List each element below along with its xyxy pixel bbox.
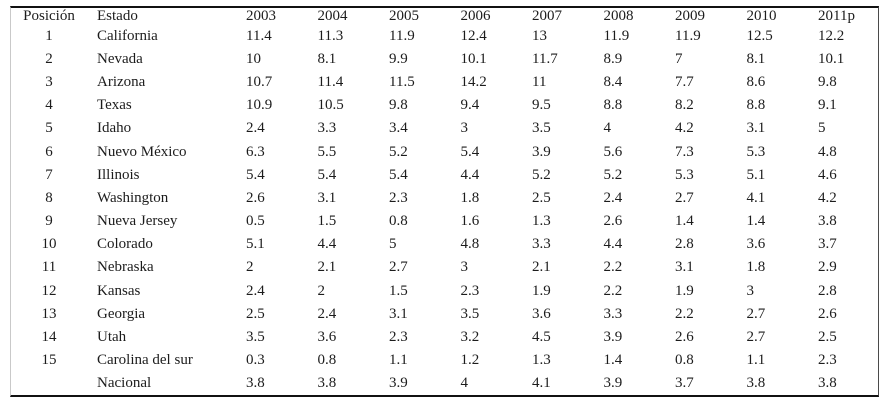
value-cell: 11.9 [389, 27, 415, 44]
rank-cell: 14 [41, 329, 57, 346]
value-cell: 2 [317, 282, 325, 299]
value-cell: 4.2 [818, 189, 837, 206]
value-cell: 3.9 [603, 329, 623, 346]
state-cell: California [97, 27, 158, 44]
value-cell: 2.3 [389, 329, 408, 346]
value-cell: 10.7 [246, 73, 273, 90]
value-cell: 11.5 [389, 73, 415, 90]
value-cell: 1.8 [460, 189, 480, 206]
value-cell: 9.8 [818, 73, 837, 90]
table-body [11, 24, 880, 395]
table-row [11, 233, 880, 256]
value-cell: 5.6 [603, 143, 623, 160]
value-cell: 8.8 [746, 97, 766, 114]
rank-cell: 7 [45, 166, 53, 183]
value-cell: 11.9 [675, 27, 701, 44]
value-cell: 3.8 [818, 213, 837, 230]
value-cell: 12.2 [818, 27, 845, 44]
value-cell: 0.8 [675, 352, 694, 369]
table-row [11, 70, 880, 93]
value-cell: 11.4 [246, 27, 272, 44]
rank-cell: 15 [41, 352, 57, 369]
value-cell: 3.9 [389, 375, 408, 392]
value-cell: 5.4 [246, 166, 265, 183]
value-cell: 10.1 [818, 50, 845, 67]
value-cell: 3.2 [460, 329, 480, 346]
value-cell: 1.5 [317, 213, 337, 230]
value-cell: 3.3 [532, 236, 551, 253]
value-cell: 3.1 [389, 305, 408, 322]
value-cell: 5.3 [746, 143, 766, 160]
value-cell: 4.8 [460, 236, 480, 253]
table-row [11, 94, 880, 117]
table-row [11, 47, 880, 70]
value-cell: 2.8 [818, 282, 837, 299]
value-cell: 2.2 [675, 305, 694, 322]
value-cell: 1.9 [675, 282, 694, 299]
value-cell: 7.7 [675, 73, 694, 90]
value-cell: 4 [460, 375, 468, 392]
rank-cell: 4 [45, 97, 53, 114]
state-cell: Colorado [97, 236, 153, 253]
rank-cell: 13 [41, 305, 57, 322]
value-cell: 3.8 [818, 375, 837, 392]
value-cell: 11 [532, 73, 547, 90]
value-cell: 3 [460, 120, 468, 137]
value-cell: 2.3 [818, 352, 837, 369]
value-cell: 8.1 [746, 50, 766, 67]
value-cell: 9.4 [460, 97, 480, 114]
value-cell: 3.5 [460, 305, 480, 322]
value-cell: 3 [460, 259, 468, 276]
rank-cell: 10 [41, 236, 57, 253]
value-cell: 9.8 [389, 97, 408, 114]
column-header: 2005 [389, 8, 419, 24]
value-cell: 11.3 [317, 27, 344, 44]
value-cell: 10.5 [317, 97, 344, 114]
value-cell: 2.4 [246, 282, 265, 299]
value-cell: 3.3 [317, 120, 337, 137]
column-header: 2009 [675, 8, 705, 24]
data-table [11, 8, 880, 395]
value-cell: 6.3 [246, 143, 265, 160]
column-header: 2011p [818, 8, 855, 24]
rank-cell: 11 [41, 259, 57, 276]
value-cell: 3.5 [532, 120, 551, 137]
column-header: 2007 [532, 8, 562, 24]
table-row [11, 325, 880, 348]
value-cell: 3.6 [746, 236, 766, 253]
rank-cell: 9 [45, 213, 53, 230]
state-cell: Idaho [97, 120, 132, 137]
value-cell: 1.1 [389, 352, 408, 369]
value-cell: 1.4 [675, 213, 694, 230]
value-cell: 4.1 [746, 189, 766, 206]
rank-cell: 2 [45, 50, 53, 67]
value-cell: 4.8 [818, 143, 837, 160]
table-row [11, 24, 880, 47]
value-cell: 11.4 [317, 73, 344, 90]
value-cell: 4.2 [675, 120, 694, 137]
value-cell: 4.1 [532, 375, 551, 392]
value-cell: 1.4 [746, 213, 766, 230]
rank-cell: 8 [45, 189, 53, 206]
column-header: 2010 [746, 8, 777, 24]
value-cell: 2.6 [675, 329, 694, 346]
column-header: 2006 [460, 8, 491, 24]
value-cell: 2.5 [532, 189, 551, 206]
value-cell: 1.9 [532, 282, 551, 299]
value-cell: 2.7 [746, 329, 766, 346]
value-cell: 3.1 [746, 120, 766, 137]
value-cell: 3.6 [532, 305, 551, 322]
state-cell: Nuevo México [97, 143, 187, 160]
table-row [11, 210, 880, 233]
value-cell: 4.5 [532, 329, 551, 346]
value-cell: 12.4 [460, 27, 487, 44]
value-cell: 3.8 [246, 375, 265, 392]
rank-cell: 1 [45, 27, 53, 44]
table-row [11, 256, 880, 279]
value-cell: 5.4 [317, 166, 337, 183]
table-row [11, 163, 880, 186]
value-cell: 2.5 [818, 329, 837, 346]
state-cell: Nacional [97, 375, 152, 392]
value-cell: 8.1 [317, 50, 337, 67]
value-cell: 2.3 [389, 189, 408, 206]
table-row [11, 349, 880, 372]
value-cell: 4.6 [818, 166, 837, 183]
value-cell: 3.5 [246, 329, 265, 346]
value-cell: 2.7 [675, 189, 694, 206]
value-cell: 2 [246, 259, 254, 276]
value-cell: 7 [675, 50, 683, 67]
value-cell: 2.1 [532, 259, 551, 276]
value-cell: 3.9 [603, 375, 623, 392]
value-cell: 3.8 [746, 375, 766, 392]
value-cell: 7.3 [675, 143, 694, 160]
value-cell: 3.1 [317, 189, 337, 206]
value-cell: 3.1 [675, 259, 694, 276]
value-cell: 13 [532, 27, 547, 44]
value-cell: 4.4 [317, 236, 337, 253]
value-cell: 2.1 [317, 259, 337, 276]
value-cell: 14.2 [460, 73, 487, 90]
value-cell: 3.8 [317, 375, 337, 392]
value-cell: 5.2 [603, 166, 623, 183]
value-cell: 3.7 [818, 236, 837, 253]
value-cell: 12.5 [746, 27, 773, 44]
value-cell: 2.6 [818, 305, 837, 322]
value-cell: 3 [746, 282, 754, 299]
state-cell: Kansas [97, 282, 141, 299]
value-cell: 0.8 [389, 213, 408, 230]
value-cell: 5.2 [532, 166, 551, 183]
value-cell: 5.4 [389, 166, 408, 183]
column-header: 2003 [246, 8, 276, 24]
value-cell: 0.3 [246, 352, 265, 369]
value-cell: 3.4 [389, 120, 408, 137]
value-cell: 8.8 [603, 97, 623, 114]
value-cell: 2.5 [246, 305, 265, 322]
data-table-frame [10, 6, 879, 397]
value-cell: 3.6 [317, 329, 337, 346]
value-cell: 9.1 [818, 97, 837, 114]
column-header: Estado [97, 8, 138, 24]
value-cell: 8.6 [746, 73, 766, 90]
value-cell: 5.2 [389, 143, 408, 160]
table-row [11, 302, 880, 325]
value-cell: 5.5 [317, 143, 337, 160]
value-cell: 5 [818, 120, 826, 137]
value-cell: 1.5 [389, 282, 408, 299]
column-header: 2004 [317, 8, 348, 24]
state-cell: Washington [97, 189, 169, 206]
value-cell: 9.9 [389, 50, 408, 67]
state-cell: Texas [97, 97, 132, 114]
table-row [11, 117, 880, 140]
state-cell: Nevada [97, 50, 143, 67]
value-cell: 9.5 [532, 97, 551, 114]
table-row [11, 372, 880, 395]
value-cell: 8.2 [675, 97, 694, 114]
value-cell: 4.4 [603, 236, 623, 253]
value-cell: 2.2 [603, 259, 623, 276]
value-cell: 2.9 [818, 259, 837, 276]
value-cell: 11.7 [532, 50, 558, 67]
value-cell: 1.6 [460, 213, 480, 230]
column-header: Posición [23, 8, 75, 24]
value-cell: 2.3 [460, 282, 480, 299]
state-cell: Carolina del sur [97, 352, 193, 369]
column-header: 2008 [603, 8, 634, 24]
rank-cell [11, 372, 87, 395]
rank-cell: 12 [41, 282, 57, 299]
value-cell: 3.7 [675, 375, 694, 392]
value-cell: 3.3 [603, 305, 623, 322]
value-cell: 1.4 [603, 352, 623, 369]
value-cell: 2.4 [603, 189, 623, 206]
header-row [11, 8, 880, 24]
state-cell: Illinois [97, 166, 140, 183]
value-cell: 1.3 [532, 213, 551, 230]
value-cell: 5.4 [460, 143, 480, 160]
state-cell: Utah [97, 329, 127, 346]
value-cell: 5.1 [246, 236, 265, 253]
value-cell: 11.9 [603, 27, 630, 44]
value-cell: 5.3 [675, 166, 694, 183]
value-cell: 0.5 [246, 213, 265, 230]
state-cell: Nebraska [97, 259, 154, 276]
rank-cell: 3 [45, 73, 53, 90]
value-cell: 1.1 [746, 352, 766, 369]
value-cell: 10.9 [246, 97, 273, 114]
state-cell: Arizona [97, 73, 146, 90]
value-cell: 10 [246, 50, 261, 67]
value-cell: 10.1 [460, 50, 487, 67]
value-cell: 1.3 [532, 352, 551, 369]
value-cell: 8.4 [603, 73, 623, 90]
value-cell: 2.8 [675, 236, 694, 253]
table-row [11, 186, 880, 209]
value-cell: 2.4 [246, 120, 265, 137]
value-cell: 8.9 [603, 50, 623, 67]
table-row [11, 279, 880, 302]
value-cell: 2.7 [389, 259, 408, 276]
value-cell: 5 [389, 236, 397, 253]
rank-cell: 5 [45, 120, 53, 137]
value-cell: 5.1 [746, 166, 766, 183]
rank-cell: 6 [45, 143, 53, 160]
value-cell: 4 [603, 120, 611, 137]
state-cell: Georgia [97, 305, 146, 322]
value-cell: 2.7 [746, 305, 766, 322]
value-cell: 4.4 [460, 166, 480, 183]
value-cell: 2.4 [317, 305, 337, 322]
value-cell: 0.8 [317, 352, 337, 369]
value-cell: 2.6 [246, 189, 265, 206]
table-row [11, 140, 880, 163]
state-cell: Nueva Jersey [97, 213, 178, 230]
value-cell: 3.9 [532, 143, 551, 160]
value-cell: 2.6 [603, 213, 623, 230]
value-cell: 1.2 [460, 352, 480, 369]
value-cell: 1.8 [746, 259, 766, 276]
value-cell: 2.2 [603, 282, 623, 299]
